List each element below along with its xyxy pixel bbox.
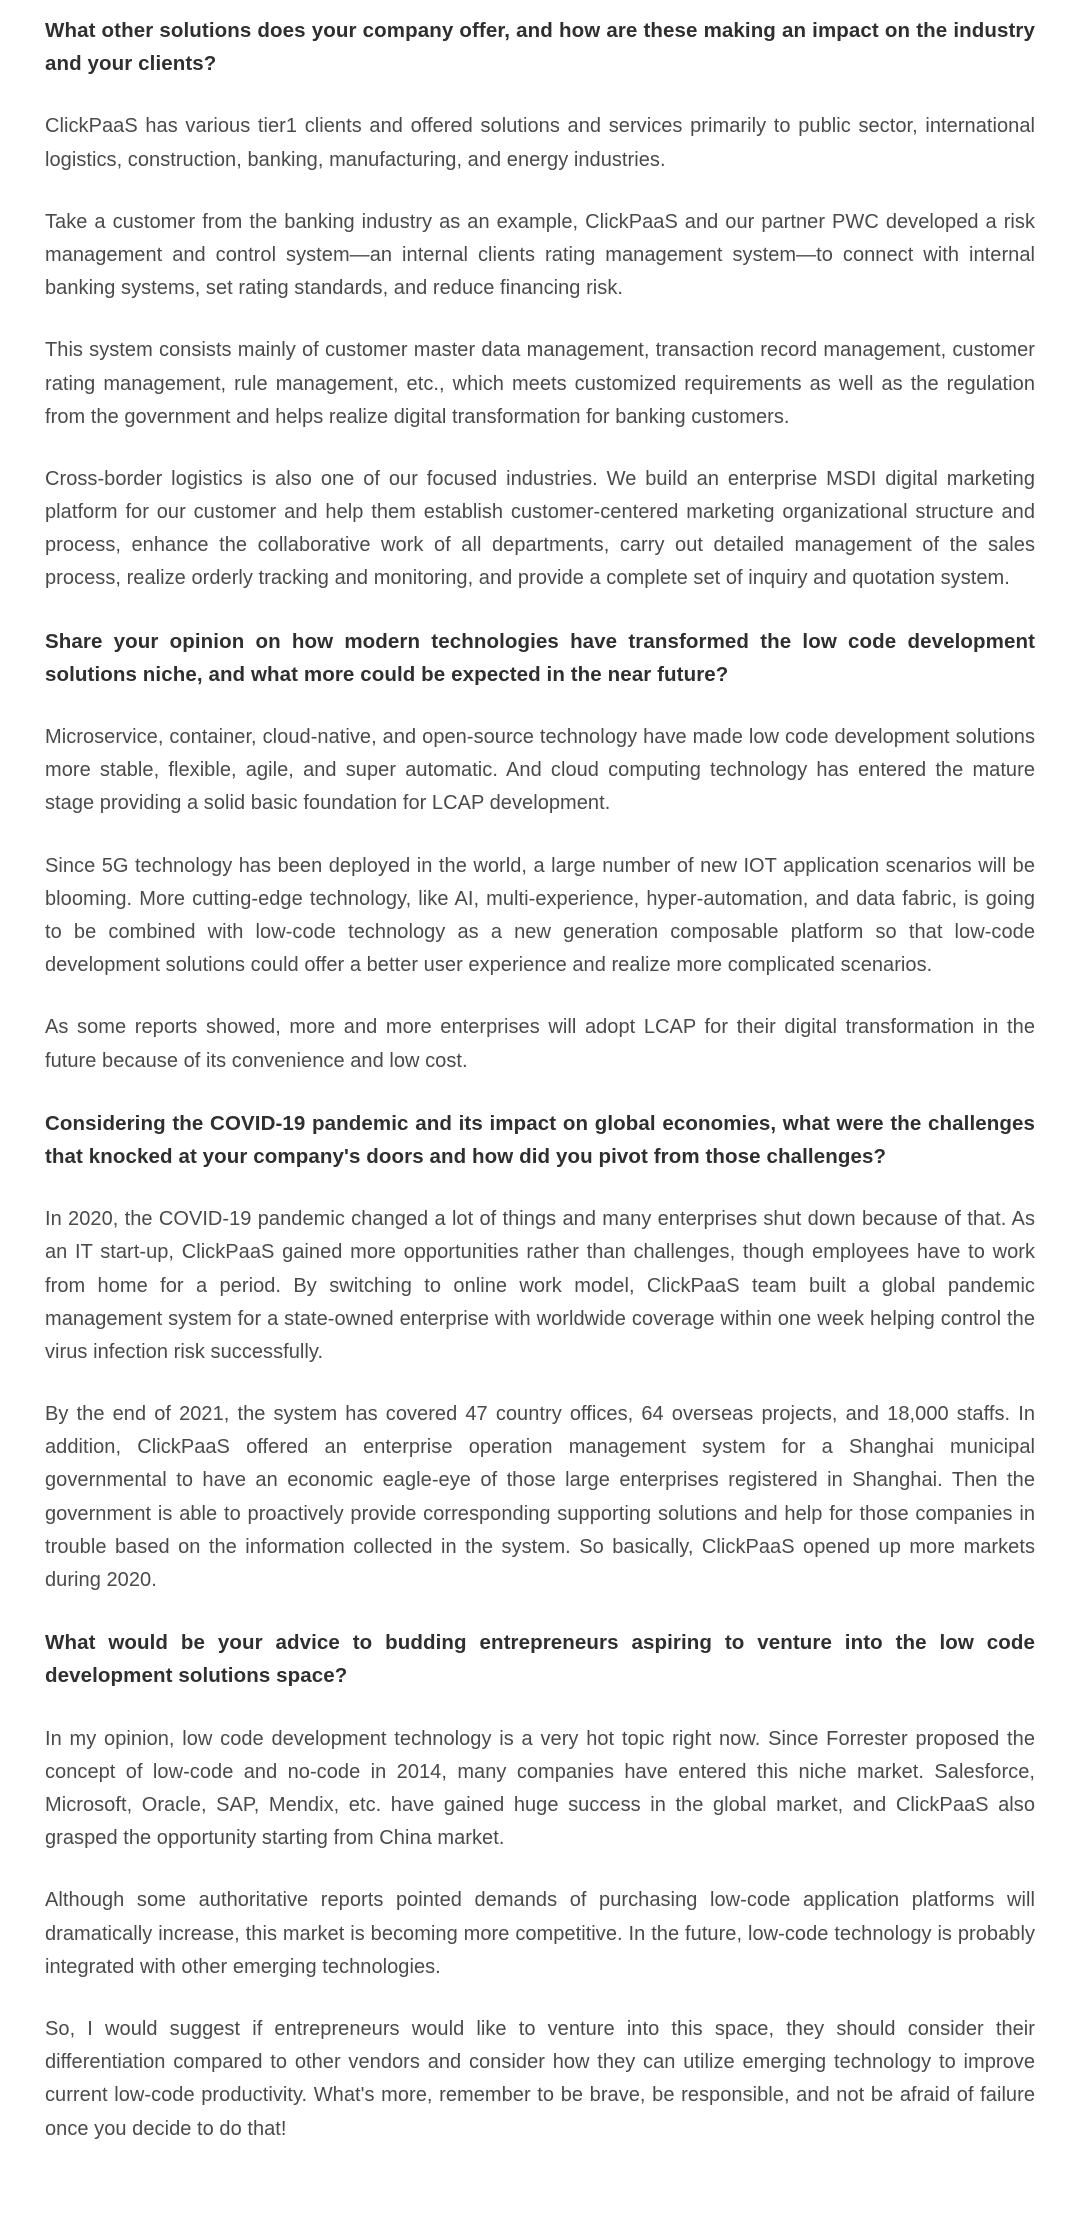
qa-section-4 <box>45 1626 1035 2145</box>
question-heading: What would be your advice to budding entrepreneurs aspiring to venture into the low code development solutions space? <box>45 1631 1035 1688</box>
answer-paragraph: In my opinion, low code development technology is a very hot topic right now. Since Forrester proposed the concept of low-code and no-code in 2014, many companies have entered this niche market. Salesforce, Microsoft, Oracle, SAP, Mendix, etc. have gained huge success in the global market, and ClickPaaS also grasped the opportunity starting from China market. <box>45 1727 1035 1850</box>
answer-paragraph: Take a customer from the banking industry as an example, ClickPaaS and our partner PWC developed a risk management and control system—an internal clients rating management system—to connect with internal banking systems, set rating standards, and reduce financing risk. <box>45 210 1035 300</box>
answer-paragraph: Microservice, container, cloud-native, and open-source technology have made low code development solutions more stable, flexible, agile, and super automatic. And cloud computing technology has entered the mature stage providing a solid basic foundation for LCAP development. <box>45 726 1035 815</box>
qa-section-2 <box>45 625 1035 1078</box>
qa-section-1 <box>45 14 1035 596</box>
answer-paragraph: So, I would suggest if entrepreneurs would like to venture into this space, they should consider their differentiation compared to other vendors and consider how they can utilize emerging technology to improve current low-code productivity. What's more, remember to be brave, be responsible, and not be afraid of failure once you decide to do that! <box>45 2017 1035 2140</box>
answer-paragraph: Cross-border logistics is also one of our focused industries. We build an enterprise MSDI digital marketing platform for our customer and help them establish customer-centered marketing organizational structure and process, enhance the collaborative work of all departments, carry out detailed management of the sales process, realize orderly tracking and monitoring, and provide a complete set of inquiry and quotation system. <box>45 467 1035 590</box>
answer-paragraph: Since 5G technology has been deployed in the world, a large number of new IOT application scenarios will be blooming. More cutting-edge technology, like AI, multi-experience, hyper-automation, and data fabric, is going to be combined with low-code technology as a new generation composable platform so that low-code development solutions could offer a better user experience and realize more complicated scenarios. <box>45 854 1035 977</box>
answer-paragraph: In 2020, the COVID-19 pandemic changed a lot of things and many enterprises shut down because of that. As an IT start-up, ClickPaaS gained more opportunities rather than challenges, though employees have to work from home for a period. By switching to online work model, ClickPaaS team built a global pandemic management system for a state-owned enterprise with worldwide coverage within one week helping control the virus infection risk successfully. <box>45 1208 1035 1363</box>
question-heading: Considering the COVID-19 pandemic and its impact on global economies, what were the challenges that knocked at your company's doors and how did you pivot from those challenges? <box>45 1111 1035 1168</box>
answer-paragraph: As some reports showed, more and more enterprises will adopt LCAP for their digital transformation in the future because of its convenience and low cost. <box>45 1016 1035 1072</box>
question-heading: Share your opinion on how modern technologies have transformed the low code development solutions niche, and what more could be expected in the near future? <box>45 629 1035 686</box>
question-heading: What other solutions does your company offer, and how are these making an impact on the industry and your clients? <box>45 19 1035 76</box>
qa-section-3 <box>45 1107 1035 1597</box>
answer-paragraph: ClickPaaS has various tier1 clients and offered solutions and services primarily to public sector, international logistics, construction, banking, manufacturing, and energy industries. <box>45 115 1035 171</box>
answer-paragraph: This system consists mainly of customer master data management, transaction record management, customer rating management, rule management, etc., which meets customized requirements as well as the regulation from the government and helps realize digital transformation for banking customers. <box>45 339 1035 428</box>
answer-paragraph: By the end of 2021, the system has covered 47 country offices, 64 overseas projects, and 18,000 staffs. In addition, ClickPaaS offered an enterprise operation management system for a Shanghai municipal governmental to have an economic eagle-eye of those large enterprises registered in Shanghai. Then the government is able to proactively provide corresponding supporting solutions and help for those companies in trouble based on the information collected in the system. So basically, ClickPaaS opened up more markets during 2020. <box>45 1403 1035 1592</box>
answer-paragraph: Although some authoritative reports pointed demands of purchasing low-code application platforms will dramatically increase, this market is becoming more competitive. In the future, low-code technology is probably integrated with other emerging technologies. <box>45 1889 1035 1978</box>
